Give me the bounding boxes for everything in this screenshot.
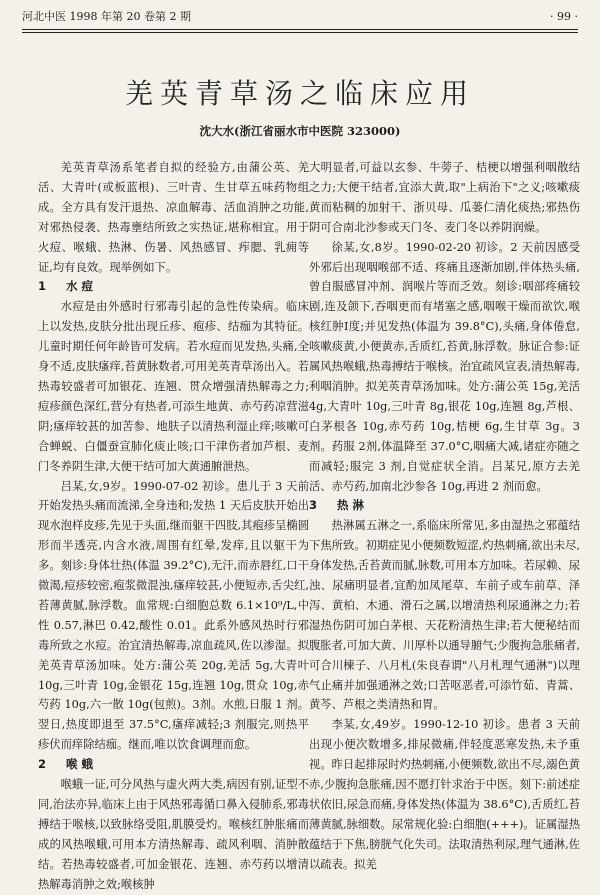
page-number: · 99 ·: [550, 9, 578, 23]
case-paragraph: 吕某,女,9岁。1990-07-02 初诊。患儿于 3 天前开始发热头痛而流涕,全身违和;发热 1 天后皮肤开始出现水泡样皮疹,先见于头面,继而躯干四肢,其疱疹呈椭圆形而半透亮,内含水液,周围有红晕,发痒,且以躯干为多。刻诊:身体壮热(体温 39.2°C),无汗,而赤唇红,口干微渴,痘疹较密,疱浆微混浊,瘙痒较甚,小便短赤,舌尖红,苔薄黄腻,脉浮数。血常规:白细胞总数 6.1×10⁹/L,中性 0.57,淋巴 0.42,酸性 0.01。此系外感风热时行邪毒所致之水痘。治宜清热解毒,凉血疏风,佐以渗湿。拟羌英青草汤加味。处方:蒲公英 20g,羌活 5g,大青叶 10g,三叶青 10g,金银花 15g,连翘 10g,贯众 10g,赤芍药 10g,六一散 10g(包煎)。3剂。水煎,日服 1 剂。翌日,热度即退至 37.5°C,瘙痒减轻;3 剂服完,则热平疹伏而痒除结痂。继而,唯以饮食调理而愈。: [38, 479, 309, 752]
journal-name: 河北中医 1998 年第 20 卷第 2 期: [22, 10, 191, 23]
section-number: 3: [309, 498, 318, 513]
case-paragraph: 徐某,女,8岁。1990-02-20 初诊。2 天前因感受外邪后出现咽喉部不适、疼痛且逐渐加剧,伴体热头痛,曾自服感冒冲剂、润喉片等而乏效。刻诊:咽部疼痛较剧,连及颌下,吞咽更而有堵塞之感,咽喉干燥而欲饮,喉核红肿Ⅰ度;并见发热(体温为 39.8°C),头痛,身体倦怠,咳嗽痰黄,小便黄赤,舌质红,苔黄,脉浮数。脉证合参:证属风热喉蛾,热毒搏结于喉核。治宜疏风宣表,清热解毒,利咽消肿。拟羌英青草汤加味。处方:蒲公英 15g,羌活 4g,大青叶 10g,三叶青 8g,银花 10g,连翘 8g,芦根、白茅根各 10g,赤芍药 10g,桔梗 6g,生甘草 3g。3 剂。药服 2剂,体温降至 37.0°C,咽痛大减,诸症亦随之而减轻;服完 3 剂,自觉症状全消。吕某兄,原方去羌活、赤芍药,加南北沙参各 10g,再进 2 剂而愈。: [309, 240, 580, 493]
body-paragraph: 热淋属五淋之一,系临床所常见,多由湿热之邪蕴结下焦所致。初期症见小便频数短涩,灼热刺痛,欲出未尽,身体发热,舌苔黄而腻,脉数,可用本方加味。若尿赖、尿浊、尿痛明显者,宜酌加凤尾草、车前子或车前草、泽泻、黄柏、木通、滑石之属,以增清热利尿通淋之力;若湿热伤阴可加白茅根、天花粉清热生津;若大便秘结而腹胀者,可加大黄、川厚朴以通导腑气;少腹拘急胀痛者,可合川楝子、八月札(朱良春谓"八月札理气通淋")以理气止痛并加强通淋之效;口苦呕恶者,可添竹茹、青蒿、黄芩、芦根之类清热和胃。: [309, 519, 580, 712]
left-column: [38, 158, 309, 895]
article-title: 羌英青草汤之临床应用: [124, 77, 475, 110]
section-number: 2: [38, 757, 47, 772]
section-heading-1: [38, 277, 309, 297]
author-line: 沈大水(浙江省丽水市中医院 323000): [199, 124, 401, 138]
case-paragraph: 李某,女,49岁。1990-12-10 初诊。患者 3 天前出现小便次数增多,排尿微痛,伴轻度恶寒发热,未予重视。昨日起排尿时灼热刺痛,小便频数,欲出不尽,溺色黄赤,少腹拘急胀痛,因不愿打针求治于中医。刻下:前述症状依旧,尿急而痛,身体发热(体温为 38.6°C),舌质红,苔薄黄腻,脉细数。尿常规化验:白细胞(+++)。证属湿热蕴结于下焦,膀胱气化失司。法取清热利尿,理气通淋,佐以疏表。拟羌: [309, 718, 580, 871]
section-title: 喉 蛾: [66, 757, 94, 772]
body-paragraph: 水痘是由外感时行邪毒引起的急性传染病。临床上以发热,皮肤分批出现丘疹、疱疹、结痂为其特征。儿童时期任何年龄皆可发病。若水痘而见发热,头痛,全身不适,皮肤瘙痒,苔黄脉数者,可用羌英青草汤出入。若热毒较盛者可加银花、连翘、贯众增强清热解毒之力;痘疹颜色深红,营分有热者,可添生地黄、赤芍药凉营滋阴;瘙痒较甚的加苦参、地肤子以清热利湿止痒;咳嗽可合蝉蜕、白僵蚕宣肺化痰止咳;口干津伤者加芦根、麦门冬养阴生津,大便干结可加大黄通腑泄热。: [38, 300, 309, 473]
right-column: [309, 158, 580, 875]
header-rule: [22, 29, 578, 30]
section-title: 水 痘: [66, 279, 94, 294]
section-title: 热 淋: [337, 498, 365, 513]
running-header: [22, 4, 578, 28]
section-heading-2: [38, 755, 309, 775]
section-number: 1: [38, 279, 47, 294]
intro-paragraph: 羌英青草汤系笔者自拟的经验方,由蒲公英、羌活、大青叶(或板蓝根)、三叶青、生甘草五味药物组成。全方具有发汗退热、凉血解毒、活血消肿之功能,对邪热侵袭、热毒壅结所致之实热证,堪称相宜。用于火痘、喉蛾、热淋、伤暑、风热感冒、痄腮、乳痈等证,均有良效。现举例如下。: [38, 161, 309, 274]
continued-paragraph: 大明显者,可益以玄参、牛蒡子、桔梗以增强利咽散结之力;大便干结者,宜添大黄,取"上病治下"之义;咳嗽痰黄而粘稠的加射干、浙贝母、瓜蒌仁清化痰热;邪热伤阴可合南北沙参或天门冬、麦门冬以养阴润燥。: [309, 161, 580, 234]
body-paragraph: 喉蛾一证,可分风热与虚火两大类,病因有别,证型不同,治法亦异,临床上由于风热邪毒循口鼻入侵肺系,邪毒搏结于喉核,以致脉络受阻,肌膜受灼。喉核红肿胀痛而成的风热喉蛾,可用本方清热解毒、疏风利咽、消肿散结。若热毒较盛者,可加金银花、连翘、赤芍药以增清热解毒消肿之效;喉核肿: [38, 778, 309, 891]
section-heading-3: [309, 496, 580, 516]
header-rule-thin: [22, 32, 578, 33]
